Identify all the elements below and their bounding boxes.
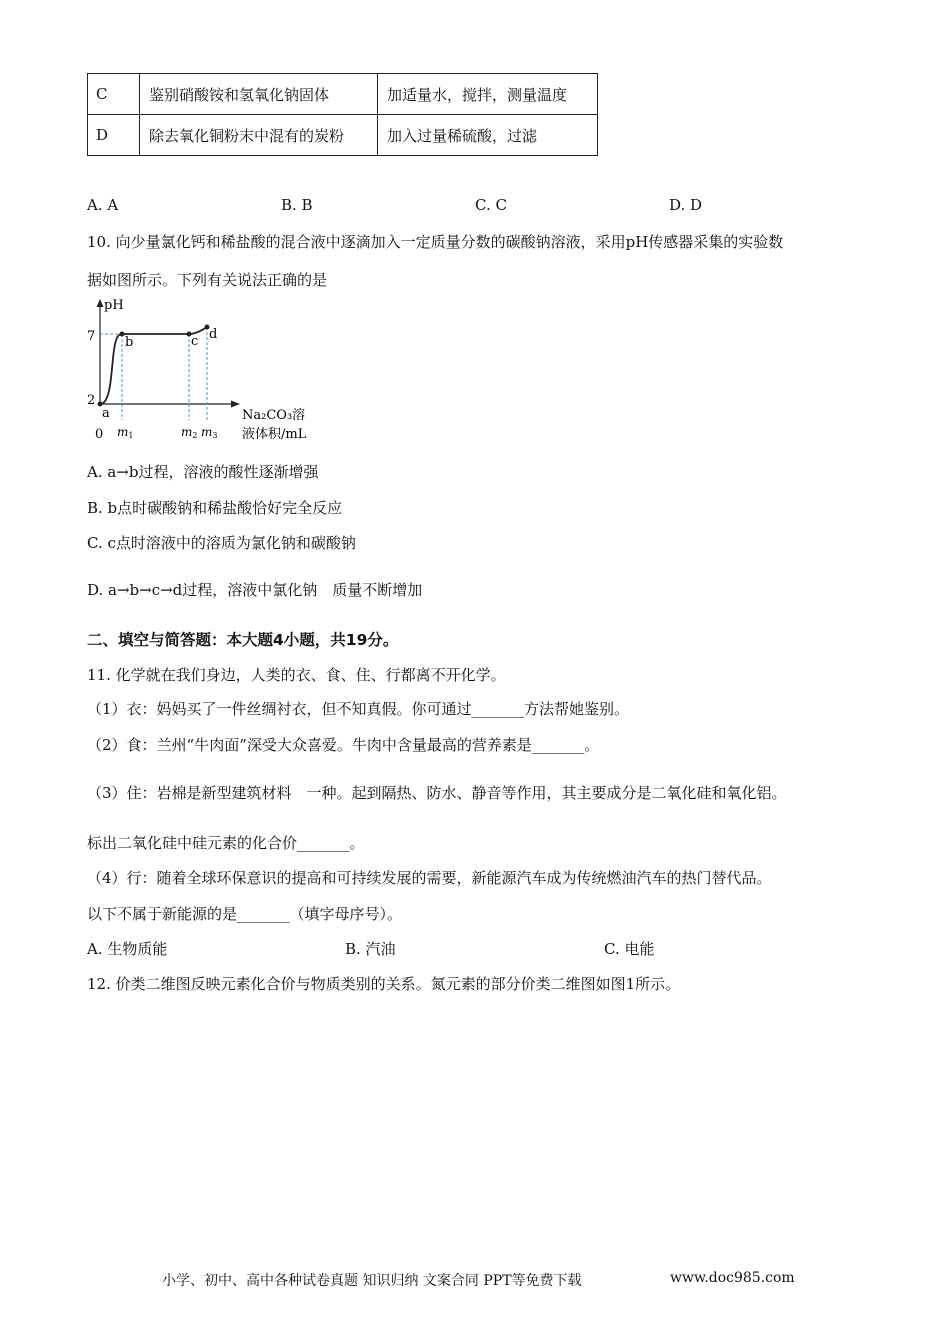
table-row xyxy=(88,115,598,156)
ph-chart xyxy=(80,296,340,446)
point-d-label: d xyxy=(209,327,218,342)
row-purpose: 除去氧化铜粉末中混有的炭粉 xyxy=(140,115,378,156)
q9-option-d: D. D xyxy=(669,196,703,214)
q10-stem-line2: 据如图所示。下列有关说法正确的是 xyxy=(87,271,328,289)
x-tick-m2: m2 xyxy=(181,425,198,440)
options-table xyxy=(87,73,598,156)
y-axis-label: pH xyxy=(104,298,124,313)
x-tick-m2-sub: 2 xyxy=(192,431,198,440)
row-label: C xyxy=(88,74,140,115)
point-c-label: c xyxy=(191,334,199,349)
x-tick-m1: m1 xyxy=(117,425,134,440)
y-tick-2: 2 xyxy=(87,393,96,408)
x-tick-m3-sub: 3 xyxy=(212,431,218,440)
q11-part3: （3）住：岩棉是新型建筑材料 一种。起到隔热、防水、静音等作用，其主要成分是二氧化硅和氧化铝。 xyxy=(87,784,787,802)
footer-url[interactable]: www.doc985.com xyxy=(670,1270,795,1286)
q11-option-b: B. 汽油 xyxy=(345,940,396,958)
q9-option-b: B. B xyxy=(281,196,313,214)
q12-stem: 12. 价类二维图反映元素化合价与物质类别的关系。氮元素的部分价类二维图如图1所示。 xyxy=(87,975,681,993)
row-method: 加入过量稀硫酸，过滤 xyxy=(378,115,598,156)
section-heading: 二、填空与简答题：本大题4小题，共19分。 xyxy=(87,631,399,649)
q11-part2: （2）食：兰州“牛肉面”深受大众喜爱。牛肉中含量最高的营养素是_______。 xyxy=(87,736,600,754)
q10-option-a: A. a→b过程，溶液的酸性逐渐增强 xyxy=(87,463,319,481)
row-method: 加适量水，搅拌，测量温度 xyxy=(378,74,598,115)
q11-option-c: C. 电能 xyxy=(604,940,655,958)
x-tick-m1-sub: 1 xyxy=(128,431,134,440)
table-row xyxy=(88,74,598,115)
x-axis-arrow xyxy=(231,401,240,408)
point-b xyxy=(120,332,125,337)
x-tick-m3: m3 xyxy=(201,425,218,440)
q10-option-c: C. c点时溶液中的溶质为氯化钠和碳酸钠 xyxy=(87,534,356,552)
row-purpose: 鉴别硝酸铵和氢氧化钠固体 xyxy=(140,74,378,115)
q10-stem-line1: 10. 向少量氯化钙和稀盐酸的混合液中逐滴加入一定质量分数的碳酸钠溶液，采用pH传感器采集的实验数 xyxy=(87,233,784,251)
q11-part1: （1）衣：妈妈买了一件丝绸衬衣，但不知真假。你可通过_______方法帮她鉴别。 xyxy=(87,700,630,718)
q10-option-d: D. a→b→c→d过程，溶液中氯化钠 质量不断增加 xyxy=(87,581,423,599)
row-label: D xyxy=(88,115,140,156)
q9-option-c: C. C xyxy=(475,196,507,214)
q11-part4: （4）行：随着全球环保意识的提高和可持续发展的需要，新能源汽车成为传统燃油汽车的热门替代品。 xyxy=(87,869,772,887)
point-a-label: a xyxy=(102,406,110,421)
q10-option-b: B. b点时碳酸钠和稀盐酸恰好完全反应 xyxy=(87,499,343,517)
point-b-label: b xyxy=(125,335,134,350)
q11-part3-line2: 标出二氧化硅中硅元素的化合价_______。 xyxy=(87,834,365,852)
footer-text: 小学、初中、高中各种试卷真题 知识归纳 文案合同 PPT等免费下载 xyxy=(162,1273,582,1289)
origin-label: 0 xyxy=(95,427,104,442)
x-axis-label-line1: Na₂CO₃溶 xyxy=(242,408,306,423)
q11-option-a: A. 生物质能 xyxy=(87,940,168,958)
q11-part4-line2: 以下不属于新能源的是_______（填字母序号）。 xyxy=(87,905,403,923)
x-axis-label-line2: 液体积/mL xyxy=(242,427,307,442)
y-axis-arrow xyxy=(97,299,104,307)
y-tick-7: 7 xyxy=(87,329,96,344)
q9-option-a: A. A xyxy=(87,196,119,214)
q11-stem: 11. 化学就在我们身边，人类的衣、食、住、行都离不开化学。 xyxy=(87,666,506,684)
